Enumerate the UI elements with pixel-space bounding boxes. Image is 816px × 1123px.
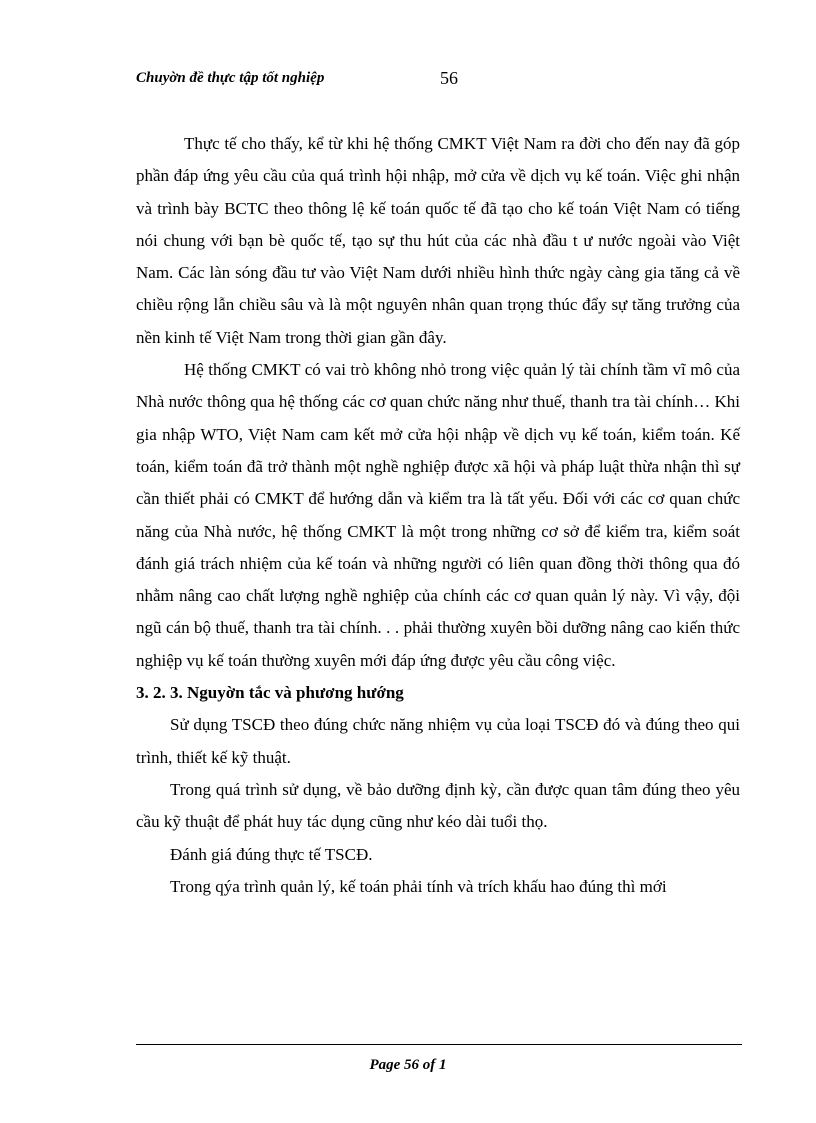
section-heading: 3. 2. 3. Nguyờn tắc và phương hướng (136, 683, 404, 703)
paragraph: Trong quá trình sử dụng, về bảo dưỡng định kỳ, cần được quan tâm đúng theo yêu cầu kỹ thuật để phát huy tác dụng cũng như kéo dài tuổi thọ. (136, 779, 740, 832)
paragraph: Hệ thống CMKT có vai trò không nhỏ trong việc quản lý tài chính tầm vĩ mô của Nhà nước thông qua hệ thống các cơ quan chức năng như thuế, thanh tra tài chính… Khi gia nhập WTO, Việt Nam cam kết mở cửa hội nhập về dịch vụ kế toán, kiểm toán. Kế toán, kiểm toán đã trở thành một nghề nghiệp được xã hội và pháp luật thừa nhận thì sự cần thiết phải có CMKT để hướng dẫn và kiểm tra là tất yếu. Đối với các cơ quan chức năng của Nhà nước, hệ thống CMKT là một trong những cơ sở để kiểm tra, kiểm soát đánh giá trách nhiệm của kế toán và những người có liên quan đồng thời thông qua đó nhằm nâng cao chất lượng nghề nghiệp của chính các cơ quan quản lý này. Vì vậy, đội ngũ cán bộ thuế, thanh tra tài chính. . . phải thường xuyên bồi dưỡng nâng cao kiến thức nghiệp vụ kế toán thường xuyên mới đáp ứng được yêu cầu công việc. (136, 360, 740, 670)
footer-divider (136, 1044, 742, 1045)
paragraph: Thực tế cho thấy, kể từ khi hệ thống CMKT Việt Nam ra đời cho đến nay đã góp phần đáp ứng yêu cầu của quá trình hội nhập, mở cửa về dịch vụ kế toán. Việc ghi nhận và trình bày BCTC theo thông lệ kế toán quốc tế đã tạo cho kế toán Việt Nam có tiếng nói chung với bạn bè quốc tế, tạo sự thu hút của các nhà đầu t ư nước ngoài vào Việt Nam. Các làn sóng đầu tư vào Việt Nam dưới nhiều hình thức ngày càng gia tăng cả về chiều rộng lẫn chiều sâu và là một nguyên nhân quan trọng thúc đẩy sự tăng trưởng của nền kinh tế Việt Nam trong thời gian gần đây. (136, 134, 740, 347)
paragraph: Trong qýa trình quản lý, kế toán phải tính và trích khấu hao đúng thì mới (170, 876, 667, 896)
footer-page-label: Page 56 of 1 (369, 1057, 447, 1073)
header-page-number: 56 (440, 68, 458, 88)
document-body (136, 128, 740, 903)
header-title: Chuyờn đề thực tập tốt nghiệp (136, 70, 325, 86)
paragraph: Đánh giá đúng thực tế TSCĐ. (170, 844, 373, 864)
paragraph: Sử dụng TSCĐ theo đúng chức năng nhiệm vụ của loại TSCĐ đó và đúng theo qui trình, thiết kế kỹ thuật. (136, 715, 740, 767)
